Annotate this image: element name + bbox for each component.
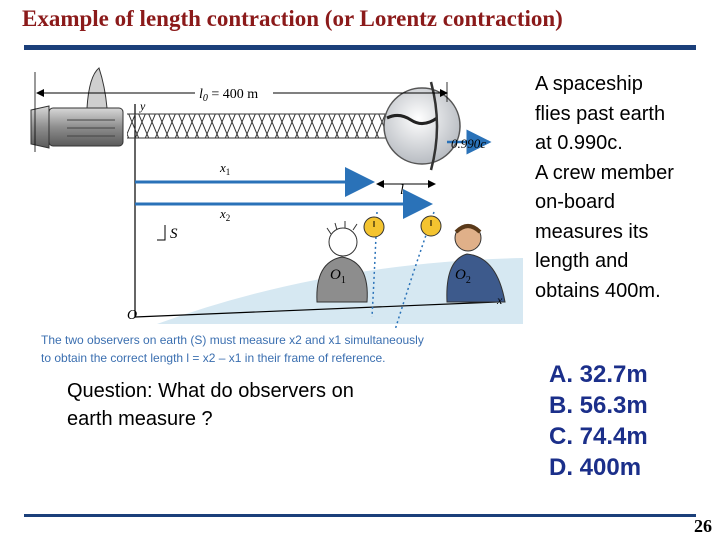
x-axis-label: x bbox=[497, 293, 503, 307]
origin-label: O bbox=[127, 308, 138, 323]
title-divider bbox=[24, 45, 696, 50]
description-line: on-board bbox=[535, 191, 616, 213]
description-line: A crew member bbox=[535, 161, 674, 184]
footer-divider bbox=[24, 514, 696, 517]
frame-s-label: S bbox=[170, 226, 178, 242]
velocity-label: 0.990c bbox=[451, 136, 487, 151]
description-line: A spaceship bbox=[535, 73, 643, 95]
page-number: 26 bbox=[694, 516, 712, 536]
length-contraction-figure bbox=[27, 62, 523, 372]
description-line: length and bbox=[535, 250, 629, 272]
answer-choice-b: B. 56.3m bbox=[549, 392, 648, 419]
description-line: obtains 400m. bbox=[535, 279, 661, 302]
question-text: Question: What do observers on earth measure ? bbox=[67, 380, 354, 430]
description-line: at 0.990c. bbox=[535, 132, 623, 154]
engine-nozzle bbox=[31, 106, 49, 148]
caption-line-1: The two observers on earth (S) must measure x2 and x1 simultaneously bbox=[41, 333, 424, 347]
proper-length-label: $l_0 = 400$ m bbox=[199, 87, 259, 104]
slide-title: Example of length contraction (or Lorentz contraction) bbox=[22, 6, 563, 31]
answer-choice-c: C. 74.4m bbox=[549, 423, 648, 450]
spaceship-sphere bbox=[384, 88, 460, 164]
answer-choices bbox=[549, 359, 709, 483]
description-line: measures its bbox=[535, 220, 649, 243]
description-line: flies past earth bbox=[535, 102, 666, 125]
answer-choice-d: D. 400m bbox=[549, 454, 642, 481]
figure-svg bbox=[27, 62, 523, 372]
problem-description bbox=[535, 70, 715, 306]
x2-label: $x_2$ bbox=[220, 206, 231, 223]
contracted-length-label: l bbox=[400, 183, 404, 198]
observer1-label: $O_1$ bbox=[330, 267, 346, 286]
x1-label: $x_1$ bbox=[220, 160, 231, 177]
caption-line-2: to obtain the correct length l = x2 – x1 in their frame of reference. bbox=[41, 351, 386, 365]
answer-choice-a: A. 32.7m bbox=[549, 361, 648, 388]
y-label: y bbox=[140, 99, 146, 113]
engine-body bbox=[49, 108, 123, 146]
observer2-label: $O_2$ bbox=[455, 267, 471, 286]
spaceship-truss bbox=[127, 114, 407, 138]
